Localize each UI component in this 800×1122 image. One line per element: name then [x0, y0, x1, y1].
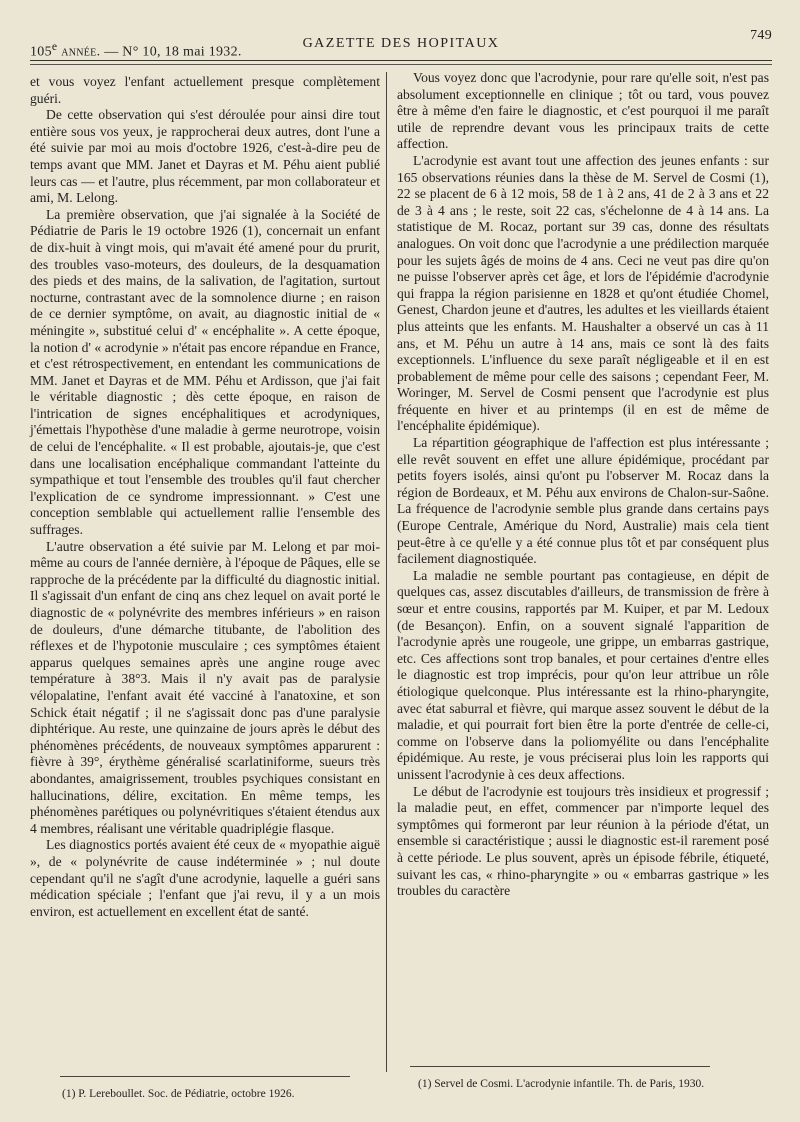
- paragraph: et vous voyez l'enfant actuellement presque complètement guéri.: [30, 74, 380, 106]
- footnote-rule-right: [410, 1066, 710, 1067]
- left-column: [30, 74, 380, 920]
- paragraph: La répartition géographique de l'affection est plus intéressante ; elle revêt souvent en effet une allure épidémique, procédant par petits foyers isolés, ainsi qu'ont pu l'observer M. Rocaz dans la région de Bordeaux, et M. Péhu aux environs de Chalon-sur-Saône. La fréquence de l'acrodynie semble plus grande dans certains pays (Europe Centrale, Amérique du Nord, Australie) mais cela tient peut-être à ce qu'elle y a été connue plus tôt et par conséquent plus facilement diagnostiquée.: [397, 435, 769, 567]
- paragraph: Le début de l'acrodynie est toujours très insidieux et progressif ; la maladie peut, en effet, commencer par n'importe lequel des symptômes qui formeront par leur réunion à la période d'état, un ensemble si caractéristique ; aussi le diagnostic est-il rarement posé à cette période. Le plus souvent, après un épisode fébrile, étiqueté, suivant les cas, « rhino-pharyngite » ou « embarras gastrique » les troubles du caractère: [397, 783, 769, 899]
- paragraph: De cette observation qui s'est déroulée pour ainsi dire tout entière sous vos yeux, je rapprocherai deux autres, dont l'une a été suivie par moi au mois d'octobre 1926, c'est-à-dire peu de temps avant que MM. Janet et Dayras et M. Péhu aient publié leurs cas — et l'autre, plus récemment, par mon collaborateur et ami, M. Lelong.: [30, 107, 380, 206]
- header-rule-thin: [30, 64, 772, 65]
- issue-date: — N° 10, 18 mai 1932.: [104, 44, 242, 60]
- paragraph: Vous voyez donc que l'acrodynie, pour rare qu'elle soit, n'est pas absolument exceptionnelle en clinique ; tôt ou tard, vous pouvez être à même d'en faire le diagnostic, et c'est pourquoi il me paraît utile de reprendre devant vous les principaux traits de cette affection.: [397, 70, 769, 152]
- page-header: [30, 28, 772, 62]
- paragraph: La première observation, que j'ai signalée à la Société de Pédiatrie de Paris le 19 octobre 1926 (1), concernait un enfant de dix-huit à vingt mois, qui m'avait été amené pour du prurit, des troubles vaso-moteurs, des douleurs, de la desquamation des pieds et des mains, de la salivation, de l'agitation, surtout nocturne, contrastant avec de la somnolence diurne ; en raison de ce dernier symptôme, on avait, au diagnostic initial de « méningite », substitué celui d' « encéphalite ». A cette époque, la notion d' « acrodynie » n'était pas encore répandue en France, et c'est rétrospectivement, en entendant les communications de MM. Janet et Dayras et de MM. Péhu et Ardisson, que j'ai fait le véritable diagnostic ; dès cette époque, en raison de l'intrication de signes encéphalitiques et acrodyniques, j'émettais l'hypothèse d'une maladie à germe neurotrope, voisin de celui de l'encéphalite. « Il est probable, ajoutais-je, que c'est dans une localisation encéphalique commandant l'atteinte du sympathique et tout l'ensemble des troubles qu'il faut chercher l'explication de ce syndrome impressionnant. » C'est une conception semblable qui actuellement rallie l'ensemble des suffrages.: [30, 206, 380, 538]
- paragraph: La maladie ne semble pourtant pas contagieuse, en dépit de quelques cas, assez discutables d'ailleurs, de transmission de frère à sœur et entre cousins, rapportés par M. Kuiper, et par M. Ledoux (de Besançon). Enfin, on a souvent signalé l'apparition de l'acrodynie après une rougeole, une grippe, un embarras gastrique, etc. Ces affections sont trop banales, et pour certaines d'entre elles le diagnostic est trop imprécis, pour qu'on leur attribue un rôle étiologique quelconque. Plus intéressante est la rhino-pharyngite, avec état saburral et fièvre, qui marque assez souvent le début de la maladie, et qui pourrait fort bien être la porte d'entrée de celle-ci, comme on l'observe dans la poliomyélite ou dans l'encéphalite épidémique. Au reste, je vous préciserai plus loin les rapports qui unissent l'acrodynie à ces deux affections.: [397, 567, 769, 782]
- paragraph: Les diagnostics portés avaient été ceux de « myopathie aiguë », de « polynévrite de cause indéterminée » ; nul doute cependant qu'il ne s'agît d'une acrodynie, laquelle a guéri sans médication spéciale ; l'enfant que j'ai revu, il y a un mois environ, est actuellement en excellent état de santé.: [30, 837, 380, 919]
- footnote-right: (1) Servel de Cosmi. L'acrodynie infantile. Th. de Paris, 1930.: [418, 1078, 705, 1090]
- footnote-left: (1) P. Lereboullet. Soc. de Pédiatrie, octobre 1926.: [62, 1088, 295, 1100]
- annee-label: année.: [61, 44, 101, 60]
- right-column: [397, 70, 769, 900]
- paragraph: L'acrodynie est avant tout une affection des jeunes enfants : sur 165 observations réunies dans la thèse de M. Servel de Cosmi (1), 22 se placent de 6 à 12 mois, 58 de 1 à 2 ans, 41 de 2 à 3 ans et 22 de 3 à 4 ans ; le reste, soit 22 cas, s'échelonne de 4 à 14 ans. La statistique de M. Rocaz, portant sur 39 cas, donne des résultats analogues. On voit donc que l'acrodynie a une prédilection marquée pour les sujets âgés de moins de 4 ans. Ceci ne veut pas dire qu'on ne puisse l'observer après cet âge, et lors de l'épidémie d'acrodynie qui frappa la région parisienne en 1828 et qu'ont étudiée Chomel, Genest, Chardon jeune et d'autres, les adultes et les vieillards étaient plus atteints que les enfants. M. Haushalter a observé un cas à 11 ans, et M. Péhu un autre à 14 ans, mais ce sont là des faits exceptionnels. L'influence du sexe paraît négligeable et il en est probablement de même pour celle des saisons ; cependant Feer, M. Woringer, M. Servel de Cosmi pensent que l'acrodynie est plus fréquente en hiver et au printemps (il en est de même de l'encéphalite épidémique).: [397, 152, 769, 434]
- year-sup: e: [51, 40, 58, 53]
- year-number: 105: [30, 44, 52, 60]
- page-number: 749: [750, 28, 772, 43]
- paragraph: L'autre observation a été suivie par M. Lelong et par moi-même au cours de l'année dernière, à l'époque de Pâques, elle se rapproche de la précédente par la difficulté du diagnostic initial. Il s'agissait d'un enfant de cinq ans chez lequel on avait porté le diagnostic de « polynévrite des membres inférieurs » en raison de douleurs, d'une démarche titubante, de l'abolition des réflexes et de l'hypotonie musculaire ; ces symptômes étaient apparus quelques semaines après une angine rouge avec température à 38°3. Mais il n'y avait pas de paralysie vélopalatine, l'enfant avait été vacciné à l'anatoxine, et son Schick était négatif ; il ne s'agissait donc pas d'une paralysie diphtérique. Au reste, une quinzaine de jours après le début des phénomènes précédents, de nouveaux symptômes apparurent : fièvre à 39°, érythème généralisé scarlatiniforme, sueurs très abondantes, amaigrissement, troubles psychiques consistant en hallucinations, délire, excitation. En même temps, les phénomènes parétiques ou polynévritiques s'étaient étendus aux 4 membres, réalisant une véritable quadriplégie flasque.: [30, 538, 380, 836]
- column-separator: [386, 72, 387, 1072]
- header-rule: [30, 60, 772, 61]
- footnote-rule-left: [60, 1076, 350, 1077]
- journal-title: GAZETTE DES HOPITAUX: [302, 36, 500, 51]
